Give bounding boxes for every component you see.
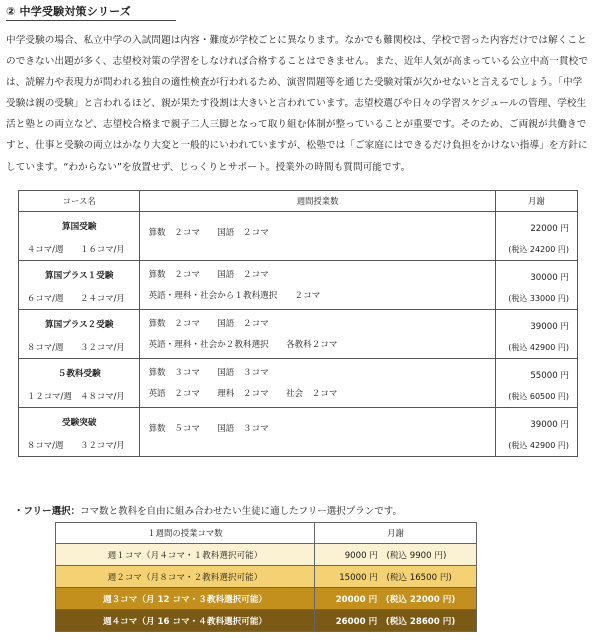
free-plan-fee: 9000 円 (税込 9900 円) xyxy=(315,544,477,566)
header-lesson-count: １週間の授業コマ数 xyxy=(56,523,315,544)
course-weekly-cell xyxy=(140,359,495,408)
course-name-cell xyxy=(19,310,140,359)
title-underline xyxy=(6,20,176,21)
course-subject-line: 算数 ２コマ 国語 ２コマ xyxy=(148,228,269,238)
free-selection-description: コマ数と教科を自由に組み合わせたい生徒に適したフリー選択プランです。 xyxy=(80,506,402,517)
course-name: 算国プラス２受験 xyxy=(44,320,114,330)
course-price: 39000 円 xyxy=(530,420,569,430)
course-row xyxy=(19,408,578,457)
free-selection-heading xyxy=(14,503,402,517)
header-weekly-lessons: 週間授業数 xyxy=(140,191,495,212)
course-name-cell xyxy=(19,212,140,261)
course-price-tax: (税込 42900 円) xyxy=(508,441,569,450)
course-weekly-cell xyxy=(140,212,495,261)
course-row xyxy=(19,359,578,408)
free-plan-lessons: 週３コマ（月 12 コマ・３教科選択可能） xyxy=(56,588,315,610)
free-table-header-row xyxy=(56,523,477,544)
course-table-header-row xyxy=(19,191,578,212)
course-price: 30000 円 xyxy=(530,273,569,283)
free-plan-fee: 26000 円 (税込 28600 円) xyxy=(315,610,477,632)
course-subject-line: 算数 ２コマ 国語 ２コマ xyxy=(148,319,269,329)
course-fee-cell xyxy=(495,261,577,310)
course-row xyxy=(19,261,578,310)
course-frequency: １２コマ/週 ４８コマ/月 xyxy=(27,391,125,401)
course-fee-cell xyxy=(495,408,577,457)
header-monthly-fee: 月謝 xyxy=(495,191,577,212)
course-row xyxy=(19,310,578,359)
course-name-cell xyxy=(19,408,140,457)
course-subject-line: 英語 ２コマ 理科 ２コマ 社会 ２コマ xyxy=(148,389,338,399)
course-price: 22000 円 xyxy=(530,224,569,234)
free-selection-label: ・フリー選択： xyxy=(14,506,81,517)
header-free-fee: 月謝 xyxy=(315,523,477,544)
free-plan-row xyxy=(56,566,477,588)
course-frequency: ６コマ/週 ２４コマ/月 xyxy=(27,293,125,303)
course-price-tax: (税込 42900 円) xyxy=(508,343,569,352)
free-plan-lessons: 週２コマ（月８コマ・２教科選択可能） xyxy=(56,566,315,588)
header-course-name: コース名 xyxy=(19,191,140,212)
course-fee-cell xyxy=(495,212,577,261)
course-name-cell xyxy=(19,359,140,408)
course-frequency: ８コマ/週 ３２コマ/月 xyxy=(27,342,125,352)
course-fee-cell xyxy=(495,310,577,359)
course-subject-line: 英語・理科・社会から１教科選択 ２コマ xyxy=(148,291,321,301)
course-price-tax: (税込 33000 円) xyxy=(508,294,569,303)
course-price: 55000 円 xyxy=(530,371,569,381)
course-name: 算国受験 xyxy=(62,222,97,232)
free-plan-lessons: 週１コマ（月４コマ・１教科選択可能） xyxy=(56,544,315,566)
free-plan-fee: 15000 円 (税込 16500 円) xyxy=(315,566,477,588)
course-price-tax: (税込 24200 円) xyxy=(508,245,569,254)
course-name-cell xyxy=(19,261,140,310)
course-weekly-cell xyxy=(140,408,495,457)
course-weekly-cell xyxy=(140,310,495,359)
course-weekly-cell xyxy=(140,261,495,310)
course-subject-line: 算数 ５コマ 国語 ３コマ xyxy=(148,424,269,434)
intro-paragraph: 中学受験の場合、私立中学の入試問題は内容・難度が学校ごとに異なります。なかでも難関校は、学校で習った内容だけでは解くことのできない出題が多く、志望校対策の学習をしなければ合格することはできません。また、近年人気が高まっている公立中高一貫校では、読解力や表現力が問われる独自の適性検査が行われるため、演習問題等を通じた受験対策が欠かせないと言えるでしょう。「中学受験は親の受験」と言われるほど、親が果たす役割は大きいと言われています。志望校選びや日々の学習スケジュールの管理、学校生活と塾との両立など、志望校合格まで親子二人三脚となって取り組む体制が整っていることが重要です。そのため、ご両親が共働きですと、仕事と受験の両立はかなり大変と一般的にいわれていますが、松塾では「ご家庭にはできるだけ負担をかけない指導」を方針にしています。“わからない”を放置せず、じっくりとサポート。授業外の時間も質問可能です。 xyxy=(6,35,589,173)
course-name: 受験突破 xyxy=(62,418,97,428)
course-frequency: ４コマ/週 １６コマ/月 xyxy=(27,244,125,254)
course-price-tax: (税込 60500 円) xyxy=(508,392,569,401)
course-fee-cell xyxy=(495,359,577,408)
section-title xyxy=(6,3,131,19)
section-title-text: ② 中学受験対策シリーズ xyxy=(6,5,131,18)
course-price: 39000 円 xyxy=(530,322,569,332)
free-plan-row xyxy=(56,610,477,632)
course-row xyxy=(19,212,578,261)
course-name: 算国プラス１受験 xyxy=(44,271,114,281)
course-table xyxy=(18,190,578,457)
free-plan-lessons: 週４コマ（月 16 コマ・４教科選択可能） xyxy=(56,610,315,632)
course-name: ５教科受験 xyxy=(57,369,101,379)
free-plan-row xyxy=(56,588,477,610)
free-plan-fee: 20000 円 (税込 22000 円) xyxy=(315,588,477,610)
course-subject-line: 算数 ２コマ 国語 ２コマ xyxy=(148,270,269,280)
course-frequency: ８コマ/週 ３２コマ/月 xyxy=(27,440,125,450)
free-plan-row xyxy=(56,544,477,566)
course-subject-line: 算数 ３コマ 国語 ３コマ xyxy=(148,368,269,378)
course-subject-line: 英語・理科・社会か２教科選択 各教科２コマ xyxy=(148,340,338,350)
free-selection-table xyxy=(55,522,477,632)
